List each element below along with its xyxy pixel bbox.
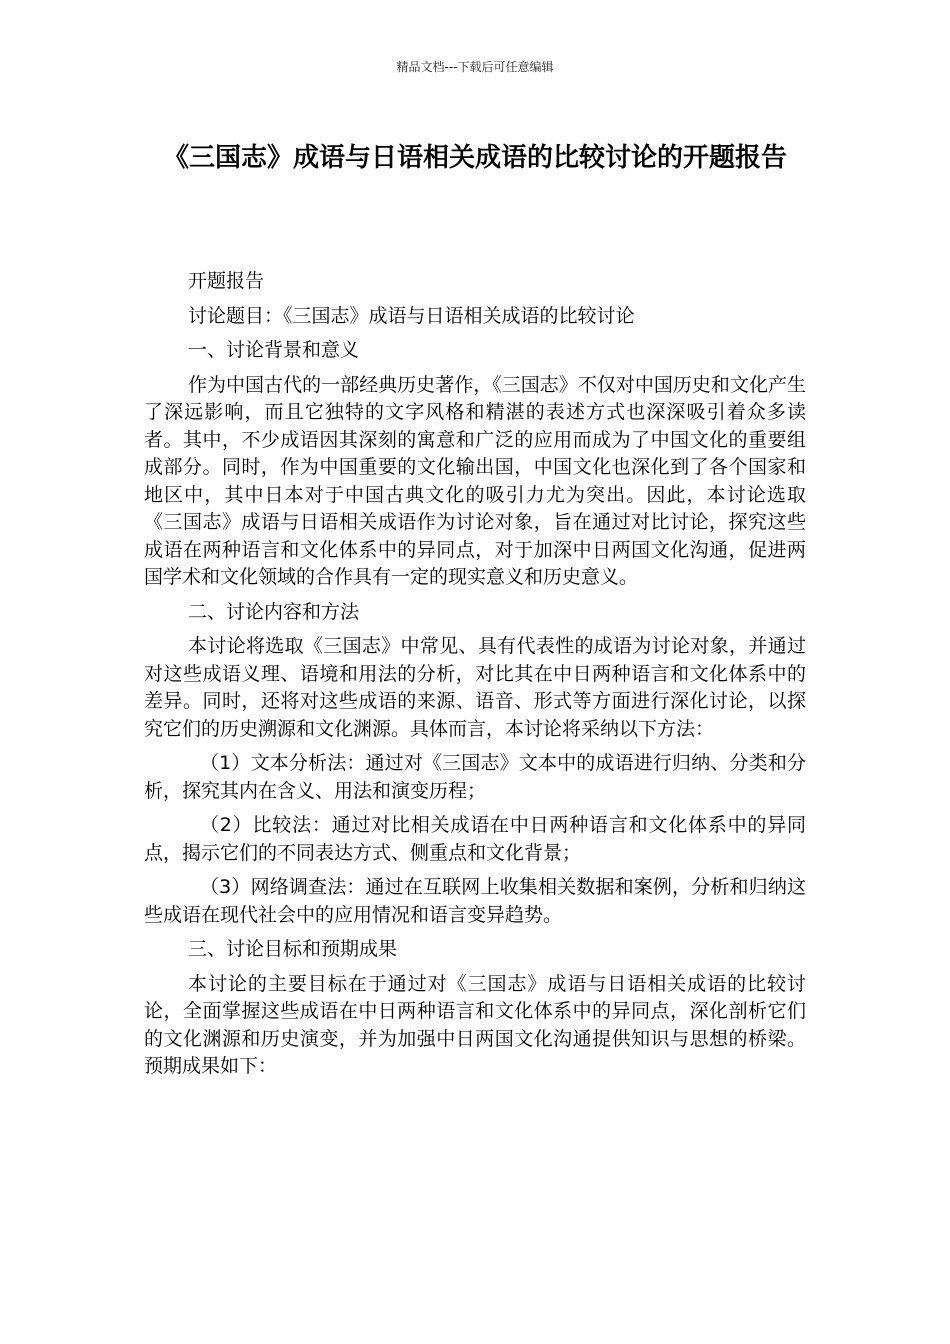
section-1-paragraph: 作为中国古代的一部经典历史著作，《三国志》不仅对中国历史和文化产生了深远影响，而且它独特的文字风格和精湛的表述方式也深深吸引着众多读者。其中，不少成语因其深刻的寓意和广泛的应用而成为了中国文化的重要组成部分。同时，作为中国重要的文化输出国，中国文化也深化到了各个国家和地区中，其中日本对于中国古典文化的吸引力尤为突出。因此，本讨论选取《三国志》成语与日语相关成语作为讨论对象，旨在通过对比讨论，探究这些成语在两种语言和文化体系中的异同点，对于加深中日两国文化沟通，促进两国学术和文化领域的合作具有一定的现实意义和历史意义。 xyxy=(144,373,806,588)
report-label: 开题报告 xyxy=(188,270,265,292)
section-3-paragraph: 本讨论的主要目标在于通过对《三国志》成语与日语相关成语的比较讨论，全面掌握这些成语在中日两种语言和文化体系中的异同点，深化剖析它们的文化渊源和历史演变，并为加强中日两国文化沟通提供知识与思想的桥梁。预期成果如下： xyxy=(144,972,806,1077)
method-item-3: （3）网络调查法：通过在互联网上收集相关数据和案例，分析和归纳这些成语在现代社会中的应用情况和语言变异趋势。 xyxy=(144,876,806,926)
method-item-1: （1）文本分析法：通过对《三国志》文本中的成语进行归纳、分类和分析，探究其内在含义、用法和演变历程； xyxy=(144,752,806,802)
method-item-2: （2）比较法：通过对比相关成语在中日两种语言和文化体系中的异同点，揭示它们的不同表达方式、侧重点和文化背景； xyxy=(144,814,806,864)
section-3-heading: 三、讨论目标和预期成果 xyxy=(188,938,398,960)
section-2-paragraph: 本讨论将选取《三国志》中常见、具有代表性的成语为讨论对象，并通过对这些成语义理、语境和用法的分析，对比其在中日两种语言和文化体系中的差异。同时，还将对这些成语的来源、语音、形式等方面进行深化讨论，以探究它们的历史溯源和文化渊源。具体而言，本讨论将采纳以下方法： xyxy=(144,635,806,740)
document-title: 《三国志》成语与日语相关成语的比较讨论的开题报告 xyxy=(162,143,787,173)
document-body xyxy=(144,268,806,1088)
report-topic: 讨论题目：《三国志》成语与日语相关成语的比较讨论 xyxy=(188,304,635,327)
section-2-heading: 二、讨论内容和方法 xyxy=(188,600,360,623)
header-note: 精品文档---下载后可任意编辑 xyxy=(396,60,554,74)
section-1-heading: 一、讨论背景和意义 xyxy=(188,339,360,361)
